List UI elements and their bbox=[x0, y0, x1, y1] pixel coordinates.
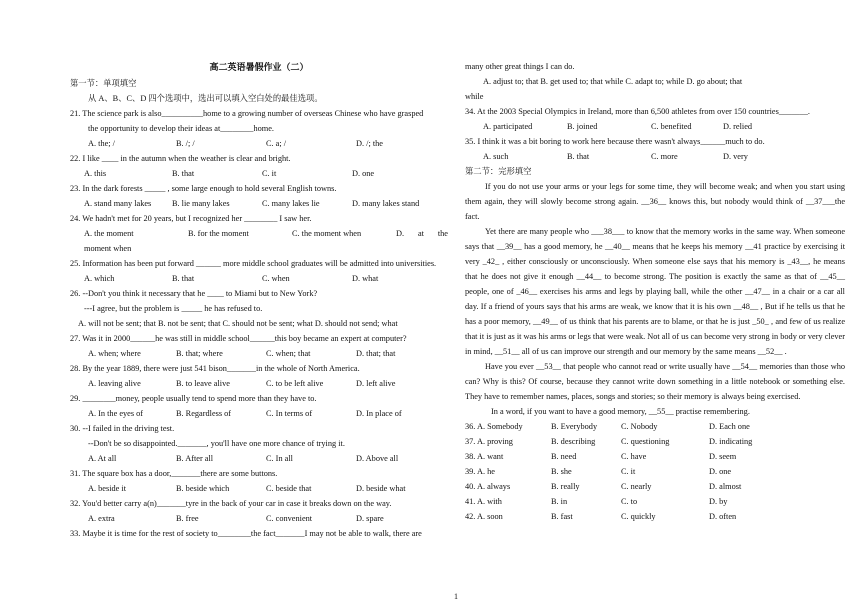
q21-option-b: B. /; / bbox=[176, 139, 195, 148]
q34-option-a: A. participated bbox=[483, 122, 533, 131]
q30-options bbox=[70, 451, 448, 466]
q24-option-b: B. for the moment bbox=[188, 229, 249, 238]
cloze-option-c: C. questioning bbox=[621, 437, 670, 446]
cloze-option-row bbox=[465, 509, 845, 524]
q23-options bbox=[70, 196, 448, 211]
cloze-option-row bbox=[465, 464, 845, 479]
section1-heading: 第一节：单项填空 bbox=[70, 79, 137, 88]
cloze-option-a: 42. A. soon bbox=[465, 512, 503, 521]
cloze-option-a: 39. A. he bbox=[465, 467, 495, 476]
left-column bbox=[70, 60, 448, 541]
q22-option-b: B. that bbox=[172, 169, 195, 178]
section1-instruction: 从 A、B、C、D 四个选项中，选出可以填入空白处的最佳选项。 bbox=[88, 94, 323, 103]
q24-option-d: D. at the moment when bbox=[84, 229, 448, 253]
q34-option-b: B. joined bbox=[567, 122, 598, 131]
q29-option-b: B. Regardless of bbox=[176, 409, 232, 418]
page-number: 1 bbox=[454, 592, 458, 601]
q35-option-c: C. more bbox=[651, 152, 678, 161]
q35-option-b: B. that bbox=[567, 152, 590, 161]
cloze-option-b: B. describing bbox=[551, 437, 596, 446]
q29-option-c: C. In terms of bbox=[266, 409, 313, 418]
cloze-option-b: B. fast bbox=[551, 512, 573, 521]
q26-stem: 26. --Don't you think it necessary that he ____ to Miami but to New York? bbox=[70, 289, 318, 298]
q24-option-a: A. the moment bbox=[84, 229, 134, 238]
cloze-paragraph-1: If you do not use your arms or your legs for some time, they will become weak; and when you start using them again, they will slowly become strong again. __36__ knows this, but nobody would think of __37___the fact. bbox=[465, 182, 845, 221]
cloze-option-a: 37. A. proving bbox=[465, 437, 513, 446]
cloze-option-b: B. Everybody bbox=[551, 422, 598, 431]
q27-option-c: C. when; that bbox=[266, 349, 311, 358]
q28-option-b: B. to leave alive bbox=[176, 379, 230, 388]
q32-stem: 32. You'd better carry a(n)_______tyre in the back of your car in case it breaks down on the way. bbox=[70, 499, 392, 508]
q30-option-a: A. At all bbox=[88, 454, 117, 463]
q29-option-d: D. In place of bbox=[356, 409, 402, 418]
q30-option-b: B. After all bbox=[176, 454, 214, 463]
q30-option-c: C. In all bbox=[266, 454, 293, 463]
cloze-option-a: 38. A. want bbox=[465, 452, 504, 461]
q26-options: A. will not be sent; that B. not be sent; that C. should not be sent; what D. should not send; what bbox=[78, 319, 398, 328]
q27-option-b: B. that; where bbox=[176, 349, 223, 358]
q25-option-c: C. when bbox=[262, 274, 290, 283]
q21-option-a: A. the; / bbox=[88, 139, 115, 148]
q33-options-tail: while bbox=[465, 92, 484, 101]
q31-option-a: A. beside it bbox=[88, 484, 127, 493]
section2-heading: 第二节：完形填空 bbox=[465, 167, 532, 176]
q24-stem: 24. We hadn't met for 20 years, but I recognized her ________ I saw her. bbox=[70, 214, 312, 223]
document-title: 高二英语暑假作业（二） bbox=[209, 62, 309, 72]
q31-stem: 31. The square box has a door,_______there are some buttons. bbox=[70, 469, 278, 478]
cloze-option-c: C. it bbox=[621, 467, 636, 476]
cloze-option-b: B. need bbox=[551, 452, 577, 461]
q35-options bbox=[465, 149, 845, 164]
q28-option-a: A. leaving alive bbox=[88, 379, 141, 388]
cloze-option-d: D. seem bbox=[709, 452, 737, 461]
q33-options: A. adjust to; that B. get used to; that while C. adapt to; while D. go about; that bbox=[483, 77, 743, 86]
q21-stem-cont: the opportunity to develop their ideas at________home. bbox=[88, 124, 274, 133]
q29-stem: 29. ________money, people usually tend to spend more than they have to. bbox=[70, 394, 317, 403]
q28-stem: 28. By the year 1889, there were just 541 bison_______in the whole of North America. bbox=[70, 364, 360, 373]
cloze-option-a: 40. A. always bbox=[465, 482, 511, 491]
q35-option-a: A. such bbox=[483, 152, 509, 161]
cloze-option-b: B. in bbox=[551, 497, 568, 506]
cloze-option-a: 41. A. with bbox=[465, 497, 502, 506]
q27-options bbox=[70, 346, 448, 361]
q25-option-a: A. which bbox=[84, 274, 115, 283]
cloze-option-d: D. Each one bbox=[709, 422, 750, 431]
q27-option-d: D. that; that bbox=[356, 349, 396, 358]
cloze-option-b: B. she bbox=[551, 467, 572, 476]
q23-option-a: A. stand many lakes bbox=[84, 199, 152, 208]
cloze-options bbox=[465, 419, 845, 524]
cloze-option-d: D. one bbox=[709, 467, 732, 476]
q21-option-c: C. a; / bbox=[266, 139, 287, 148]
q23-stem: 23. In the dark forests _____ , some large enough to hold several English towns. bbox=[70, 184, 337, 193]
cloze-option-c: C. to bbox=[621, 497, 638, 506]
right-column bbox=[465, 59, 845, 524]
q23-option-d: D. many lakes stand bbox=[352, 199, 420, 208]
cloze-paragraph-4: In a word, if you want to have a good memory, __55__ practise remembering. bbox=[491, 407, 750, 416]
q21-options bbox=[70, 136, 448, 151]
q25-option-d: D. what bbox=[352, 274, 379, 283]
cloze-option-row bbox=[465, 494, 845, 509]
q32-option-d: D. spare bbox=[356, 514, 384, 523]
cloze-option-b: B. really bbox=[551, 482, 580, 491]
q35-stem: 35. I think it was a bit boring to work here because there wasn't always______much to do. bbox=[465, 137, 765, 146]
q28-option-c: C. to be left alive bbox=[266, 379, 324, 388]
q31-option-b: B. beside which bbox=[176, 484, 230, 493]
q22-stem: 22. I like ____ in the autumn when the weather is clear and bright. bbox=[70, 154, 291, 163]
q24-options bbox=[70, 226, 448, 256]
q25-options bbox=[70, 271, 448, 286]
cloze-option-a: 36. A. Somebody bbox=[465, 422, 523, 431]
cloze-paragraph-3: Have you ever __53__ that people who cannot read or write usually have __54__ memories than those who can? Why is this? Of course, because they cannot write down something in a little notebook or something else. They have to remember names, places, songs and stories; so their memory is always being exercised. bbox=[465, 362, 845, 401]
q30-stem: 30. --I failed in the driving test. bbox=[70, 424, 175, 433]
q34-option-c: C. benefited bbox=[651, 122, 692, 131]
q21-option-d: D. /; the bbox=[356, 139, 383, 148]
q28-options bbox=[70, 376, 448, 391]
cloze-option-row bbox=[465, 449, 845, 464]
q29-option-a: A. In the eyes of bbox=[88, 409, 144, 418]
q22-options bbox=[70, 166, 448, 181]
cloze-option-d: D. often bbox=[709, 512, 737, 521]
q34-options bbox=[465, 119, 845, 134]
cloze-option-c: C. nearly bbox=[621, 482, 652, 491]
q29-options bbox=[70, 406, 448, 421]
cloze-option-d: D. by bbox=[709, 497, 728, 506]
q31-option-d: D. beside what bbox=[356, 484, 406, 493]
q26-stem-cont: ---I agree, but the problem is _____ he has refused to. bbox=[84, 304, 263, 313]
q28-option-d: D. left alive bbox=[356, 379, 396, 388]
cloze-option-d: D. indicating bbox=[709, 437, 753, 446]
q30-option-d: D. Above all bbox=[356, 454, 399, 463]
q32-option-a: A. extra bbox=[88, 514, 115, 523]
cloze-option-c: C. have bbox=[621, 452, 647, 461]
q25-option-b: B. that bbox=[172, 274, 195, 283]
q23-option-c: C. many lakes lie bbox=[262, 199, 320, 208]
q34-option-d: D. relied bbox=[723, 122, 753, 131]
cloze-option-row bbox=[465, 434, 845, 449]
cloze-option-row bbox=[465, 419, 845, 434]
cloze-option-row bbox=[465, 479, 845, 494]
q23-option-b: B. lie many lakes bbox=[172, 199, 230, 208]
q32-option-b: B. free bbox=[176, 514, 199, 523]
q22-option-a: A. this bbox=[84, 169, 107, 178]
q25-stem: 25. Information has been put forward ______ more middle school graduates will be admitted into universities. bbox=[70, 259, 437, 268]
q31-option-c: C. beside that bbox=[266, 484, 312, 493]
q21-stem: 21. The science park is also__________home to a growing number of overseas Chinese who have grasped bbox=[70, 109, 424, 118]
q27-option-a: A. when; where bbox=[88, 349, 141, 358]
q35-option-d: D. very bbox=[723, 152, 748, 161]
cloze-paragraph-2: Yet there are many people who ___38___ to know that the memory works in the same way. When someone says that __39__ has a good memory, he __40__ means that he keeps his memory __41 practice by exercising it very _42_ , either consciously or unconsciously. When someone else says that his memory is _43__, he means that he does not give it enough __44__ to become strong. The position is exactly the same as that of __45__ people, one of _46__ exercises his arms and legs by playing ball, while the other __47__ in a chair or a car all day. If a friend of yours says that his arms are weak, we know that it is his own __48__ , But if he tells us that he has a poor memory, __49__ of us think that his parents are to blame, or that he is just _50_ , and few of us realize that it is just as it was his arms or legs that were weak. Not all of us can become very strong in body or very clever in mind, __51__ all of us can improve our strength and our memory by the same means __52__ . bbox=[465, 227, 845, 356]
q30-stem-cont: --Don't be so disappointed._______, you'll have one more chance of trying it. bbox=[88, 439, 345, 448]
q24-option-c: C. the moment when bbox=[292, 229, 362, 238]
cloze-option-c: C. Nobody bbox=[621, 422, 658, 431]
q33-stem-cont: many other great things I can do. bbox=[465, 62, 575, 71]
q22-option-d: D. one bbox=[352, 169, 375, 178]
q33-stem: 33. Maybe it is time for the rest of society to________the fact_______I may not be able to walk, there are bbox=[70, 529, 422, 538]
q27-stem: 27. Was it in 2000______he was still in middle school______this boy became an expert at computer? bbox=[70, 334, 407, 343]
cloze-option-c: C. quickly bbox=[621, 512, 656, 521]
cloze-option-d: D. almost bbox=[709, 482, 742, 491]
q31-options bbox=[70, 481, 448, 496]
q22-option-c: C. it bbox=[262, 169, 277, 178]
q32-options bbox=[70, 511, 448, 526]
q34-stem: 34. At the 2003 Special Olympics in Ireland, more than 6,500 athletes from over 150 countries_______. bbox=[465, 107, 810, 116]
q32-option-c: C. convenient bbox=[266, 514, 313, 523]
